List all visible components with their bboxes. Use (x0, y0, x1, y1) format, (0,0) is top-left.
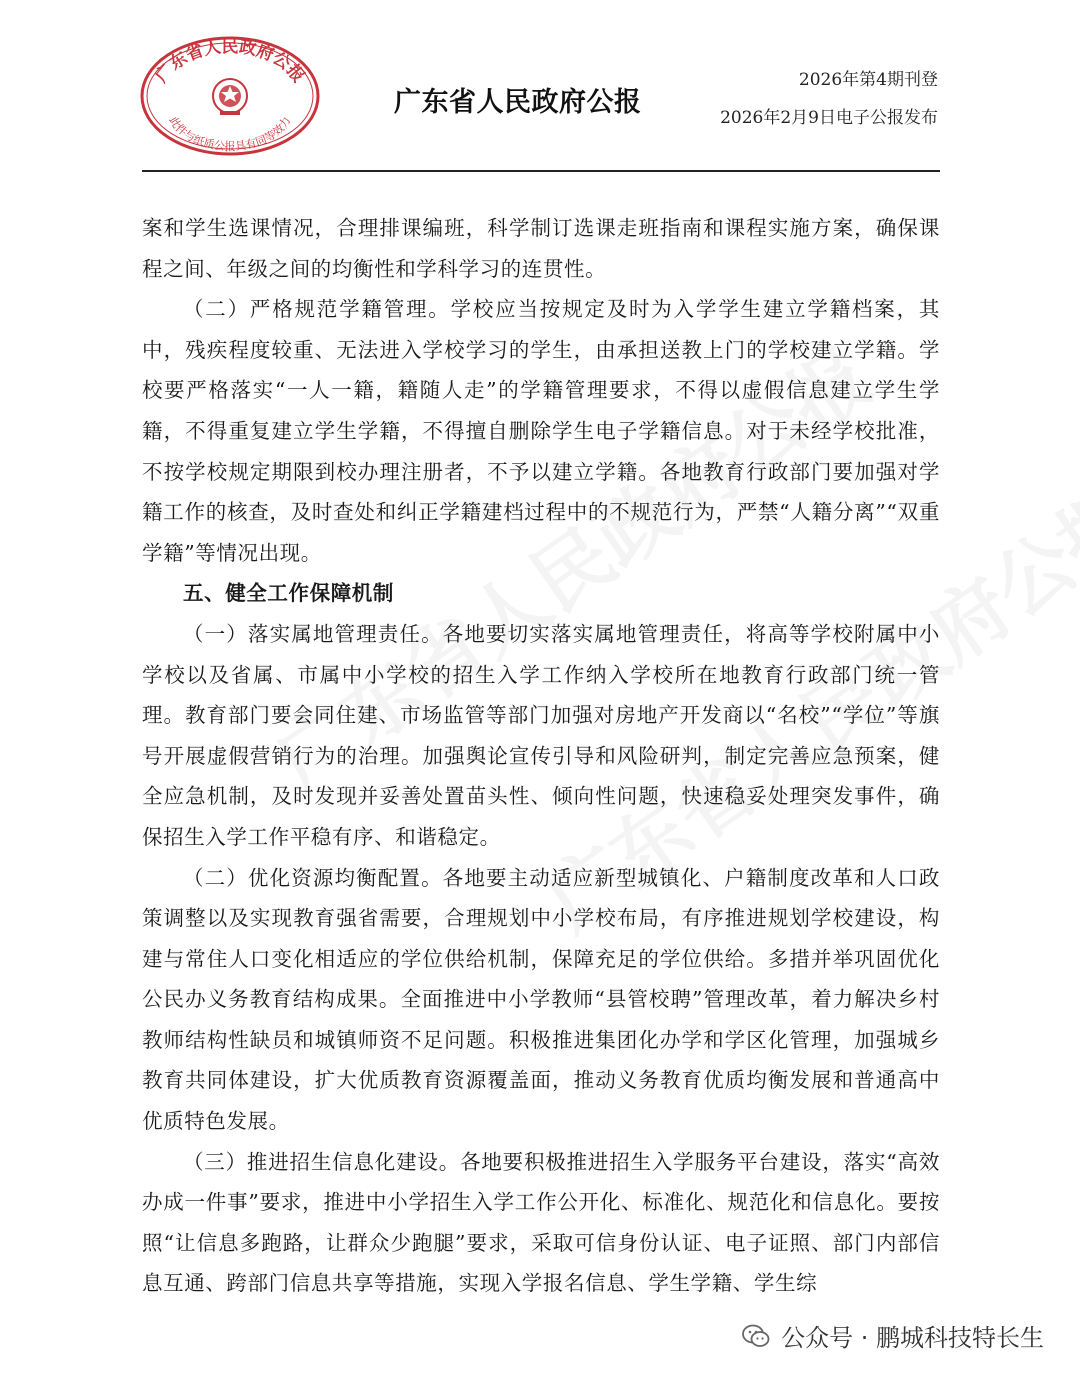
paragraph-text: 各地要主动适应新型城镇化、户籍制度改革和人口政策调整以及实现教育强省需要，合理规划中小学校布局，有序推进规划学校建设，构建与常住人口变化相适应的学位供给机制，保障充足的学位供给。多措并举巩固优化公民办义务教育结构成果。全面推进中小学教师“县管校聘”管理改革，着力解决乡村教师结构性缺员和城镇师资不足问题。积极推进集团化办学和学区化管理，加强城乡教育共同体建设，扩大优质教育资源覆盖面，推动义务教育优质均衡发展和普通高中优质特色发展。 (142, 865, 940, 1134)
paragraph (142, 614, 940, 858)
paragraph-text: 各地要切实落实属地管理责任，将高等学校附属中小学校以及省属、市属中小学校的招生入学工作纳入学校所在地教育行政部门统一管理。教育部门要会同住建、市场监管等部门加强对房地产开发商以“名校”“学位”等旗号开展虚假营销行为的治理。加强舆论宣传引导和风险研判，制定完善应急预案，健全应急机制，及时发现并妥善处置苗头性、倾向性问题，快速稳妥处理突发事件，确保招生入学工作平稳有序、和谐稳定。 (142, 621, 940, 849)
subsection-heading: （三）推进招生信息化建设。 (183, 1149, 461, 1174)
paragraph-text: 各地要积极推进招生入学服务平台建设，落实“高效办成一件事”要求，推进中小学招生入学工作公开化、标准化、规范化和信息化。要按照“让信息多跑路，让群众少跑腿”要求，采取可信身份认证、电子证照、部门内部信息互通、跨部门信息共享等措施，实现入学报名信息、学生学籍、学生综 (142, 1149, 940, 1296)
official-seal (138, 34, 322, 158)
paragraph: 案和学生选课情况，合理排课编班，科学制订选课走班指南和课程实施方案，确保课程之间、年级之间的均衡性和学科学习的连贯性。 (142, 216, 940, 281)
emblem-icon (213, 79, 247, 115)
seal-bottom-text: 此件与纸质公报具有同等效力 (166, 114, 294, 153)
paragraph (142, 1142, 940, 1304)
wechat-account-tag[interactable] (741, 1318, 1044, 1353)
paragraph (142, 289, 940, 573)
bulletin-title: 广东省人民政府公报 (394, 87, 642, 118)
wechat-account-name: 公众号 · 鹏城科技特长生 (781, 1324, 1044, 1352)
paragraph (142, 858, 940, 1142)
wechat-icon (741, 1321, 771, 1351)
subsection-heading: （二）严格规范学籍管理。 (183, 297, 451, 322)
paragraph-text: 学校应当按规定及时为入学学生建立学籍档案，其中，残疾程度较重、无法进入学校学习的学生，由承担送教上门的学校建立学籍。学校要严格落实“一人一籍，籍随人走”的学籍管理要求，不得以虚假信息建立学生学籍，不得重复建立学生学籍，不得擅自删除学生电子学籍信息。对于未经学校批准，不按学校规定期限到校办理注册者，不予以建立学籍。各地教育行政部门要加强对学籍工作的核查，及时查处和纠正学籍建档过程中的不规范行为，严禁“人籍分离”“双重学籍”等情况出现。 (142, 297, 941, 565)
document-body (142, 208, 940, 1304)
subsection-heading: （一）落实属地管理责任。 (183, 621, 443, 646)
subsection-heading: （二）优化资源均衡配置。 (183, 865, 443, 890)
seal-top-text: 广东省人民政府公报 (151, 37, 309, 87)
header-divider (142, 170, 940, 172)
section-heading: 五、健全工作保障机制 (183, 581, 394, 606)
publish-date: 2026年2月9日电子公报发布 (720, 108, 938, 128)
issue-info: 2026年第4期刊登 (798, 70, 938, 90)
